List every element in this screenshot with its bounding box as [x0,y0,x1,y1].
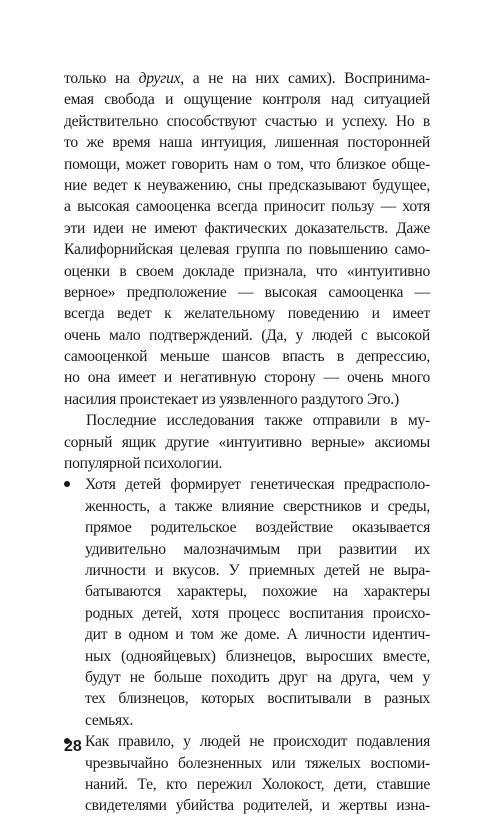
text-line: действительно способствуют счастью и успеху. Но в [64,112,430,130]
text-line: прямое родительское воздействие оказывается [85,519,430,537]
text-line: семьях. [85,711,134,729]
text-line: всегда ведет к желательному поведению и имеет [64,305,430,323]
text-line: ние ведет к неуважению, сны предсказывают будущее, [64,176,430,194]
text-line: помощи, может говорить нам о том, что близкое обще- [64,155,430,173]
text-line: сорный ящик другие «интуитивно верные» аксиомы [64,433,430,451]
text-line: свидетелями убийства родителей, и жертвы изна- [85,797,430,815]
bullet-item [64,731,430,817]
text-line: дит в одном и том же доме. А личности идентич- [85,626,430,644]
italic-word: других [138,70,181,87]
text-line: эти идеи не имеют фактических доказательств. Даже [64,219,430,237]
text-line: а высокая самооценка всегда приносит пользу — хотя [64,198,430,216]
text-line: Последние исследования также отправили в му- [86,412,430,430]
paragraph [64,68,430,410]
text-fragment: только на [64,70,139,87]
text-line: удивительно малозначимым при развитии их [85,540,430,558]
text-line: чрезвычайно болезненных или тяжелых воспоми- [85,754,430,772]
text-line: личности и вкусов. У приемных детей не выра- [85,561,430,579]
bullet-icon [64,481,70,487]
paragraph [64,410,430,474]
text-line [64,68,430,89]
text-line: батываются характеры, похожие на характеры [85,583,430,601]
text-line: емая свобода и ощущение контроля над ситуацией [64,91,430,109]
text-line: оценки в своем докладе признала, что «интуитивно [64,262,430,280]
bullet-item [64,474,430,731]
text-line: Как правило, у людей не происходит подавления [85,733,430,751]
text-line: очень мало подтверждений. (Да, у людей с высокой [64,326,430,344]
text-line: популярной психологии. [64,455,223,473]
text-line: то же время наша интуиция, лишенная посторонней [64,134,430,152]
text-line: но она имеет и негативную сторону — очень много [64,369,430,387]
text-line: ных (однояйцевых) близнецов, выросших вместе, [85,647,430,665]
text-line: тех близнецов, которых воспитывали в разных [85,690,430,708]
page-number: 28 [64,738,82,755]
text-line: верное» предположение — высокая самооценка — [64,283,430,301]
text-line: насилия проистекает из уязвленного раздутого Эго.) [64,390,399,408]
text-line: женность, а также влияние сверстников и среды, [85,497,430,515]
book-page-text [64,68,430,817]
text-line: наний. Те, кто пережил Холокост, дети, ставшие [85,775,430,793]
text-line: Калифорнийская целевая группа по повышению само- [64,241,430,259]
text-fragment: , а не на них самих). Воспринима- [180,70,430,87]
text-line: родных детей, хотя процесс воспитания происхо- [85,604,430,622]
text-line: самооценкой меньше шансов впасть в депрессию, [64,348,430,366]
text-line: Хотя детей формирует генетическая предрасполо- [85,476,430,494]
text-line: будут не больше походить друг на друга, чем у [85,668,430,686]
